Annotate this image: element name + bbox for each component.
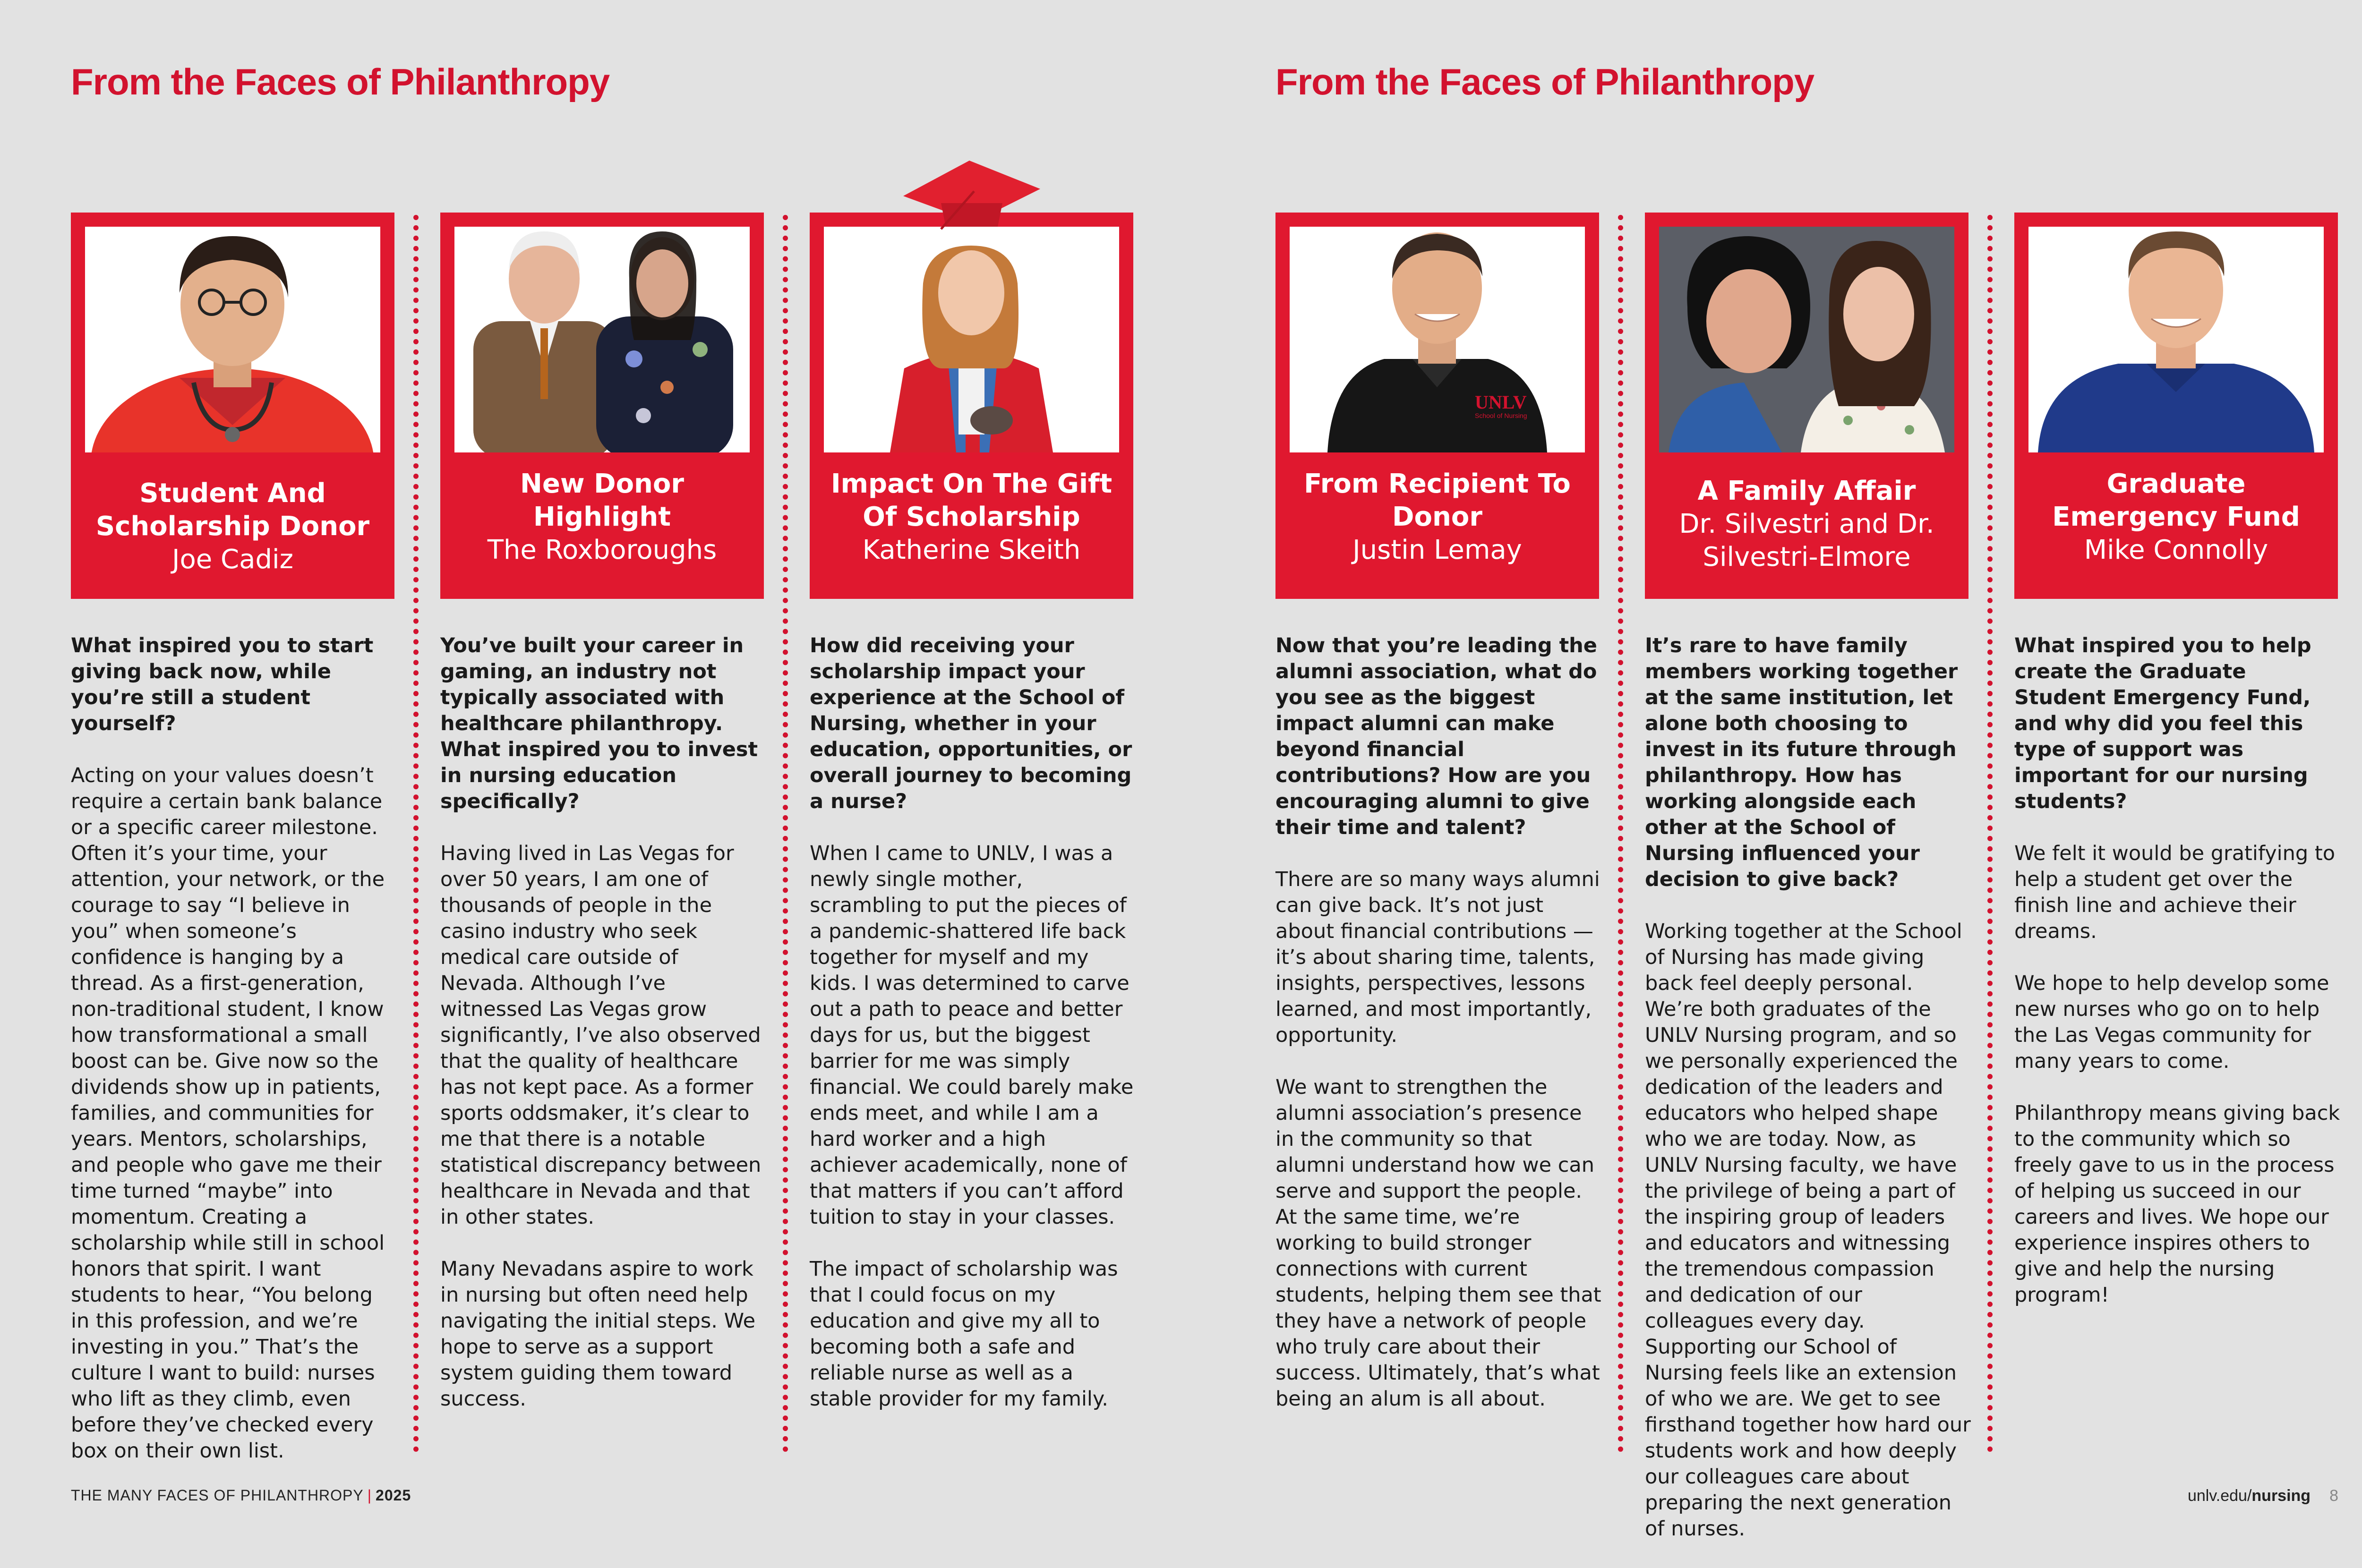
interview-answer: Having lived in Las Vegas for over 50 years, I am one of thousands of people in the casino industry who seek medical care outside of Nevada. Although I’ve witnessed Las Vegas grow significantly, I’ve also observed that the quality of healthcare has not kept pace. As a former sports oddsmaker, it’s clear to me that there is a notable statistical discrepancy between healthcare in Nevada and that in other states. bbox=[440, 842, 762, 1229]
profile-photo bbox=[85, 227, 380, 452]
column-divider bbox=[1987, 215, 1993, 1452]
profile-card bbox=[1275, 213, 1599, 670]
portrait-graduate-icon bbox=[824, 227, 1119, 452]
profile-name: Katherine Skeith bbox=[862, 535, 1081, 565]
portrait-unlv-polo-icon bbox=[1290, 227, 1585, 452]
profile-title: A Family Affair bbox=[1697, 476, 1916, 506]
column-divider bbox=[413, 215, 419, 1452]
profile-body-mike-connolly bbox=[2014, 633, 2340, 1334]
interview-question: It’s rare to have family members working together at the same institution, let alone both choosing to invest in its future through philanthropy. How has working alongside each other at the School of Nursing influenced your decision to give back? bbox=[1645, 634, 1958, 891]
shirt-logo-subtext: School of Nursing bbox=[1475, 412, 1527, 419]
profile-headline bbox=[80, 477, 385, 576]
portrait-nurse-stethoscope-icon bbox=[85, 227, 380, 452]
profile-name: The Roxboroughs bbox=[487, 535, 717, 565]
profile-body-silvestri bbox=[1645, 633, 1971, 1568]
profile-card bbox=[71, 213, 394, 670]
profile-photo bbox=[2028, 227, 2324, 452]
interview-answer: We want to strengthen the alumni association’s presence in the community so that alumni understand how we can serve and support the people. At the same time, we’re working to build stronger connections with current students, helping them see that they have a network of people who truly care about their success. Ultimately, that’s what being an alum is all about. bbox=[1275, 1075, 1601, 1411]
profile-name: Dr. Silvestri and Dr. Silvestri-Elmore bbox=[1679, 509, 1934, 572]
profile-headline bbox=[1654, 475, 1959, 574]
interview-question: What inspired you to start giving back now, while you’re still a student yourself? bbox=[71, 634, 374, 735]
portrait-blue-shirt-icon bbox=[2028, 227, 2324, 452]
interview-question: How did receiving your scholarship impact your experience at the School of Nursing, whether in your education, opportunities, or overall journey to becoming a nurse? bbox=[810, 634, 1132, 813]
profile-name: Justin Lemay bbox=[1352, 535, 1522, 565]
left-page-title: From the Faces of Philanthropy bbox=[71, 61, 610, 102]
shirt-logo-text: UNLV bbox=[1475, 392, 1527, 413]
profile-photo bbox=[824, 227, 1119, 452]
footer-url bbox=[2188, 1487, 2338, 1505]
column-divider bbox=[783, 215, 788, 1452]
profile-column-mike-connolly bbox=[2014, 142, 2338, 670]
profile-column-silvestri bbox=[1645, 142, 1968, 670]
publication-name: THE MANY FACES OF PHILANTHROPY bbox=[71, 1487, 364, 1504]
profile-photo bbox=[1290, 227, 1585, 452]
interview-answer: There are so many ways alumni can give back. It’s not just about financial contributions — it’s about sharing time, talents, insights, perspectives, lessons learned, and most importantly, opportunity. bbox=[1275, 868, 1600, 1047]
profile-card bbox=[1645, 213, 1968, 670]
profile-card bbox=[2014, 213, 2338, 670]
profile-headline bbox=[1285, 468, 1590, 567]
interview-answer: When I came to UNLV, I was a newly single mother, scrambling to put the pieces of a pandemic-shattered life back together for myself and my kids. I was determined to carve out a path to peace and better days for us, but the biggest barrier for me was simply financial. We could barely make ends meet, and while I am a hard worker and a high achiever academically, none of that matters if you can’t afford tuition to stay in your classes. bbox=[810, 842, 1134, 1229]
profile-column-justin-lemay bbox=[1275, 142, 1599, 670]
profile-headline bbox=[450, 468, 754, 567]
profile-photo bbox=[454, 227, 750, 452]
interview-answer: We hope to help develop some new nurses who go on to help the Las Vegas community for many years to come. bbox=[2014, 971, 2329, 1073]
profile-column-joe-cadiz bbox=[71, 142, 394, 670]
profile-title: New Donor Highlight bbox=[520, 469, 684, 532]
profile-column-katherine-skeith bbox=[810, 142, 1133, 670]
column-divider bbox=[1618, 215, 1623, 1452]
interview-answer: We felt it would be gratifying to help a student get over the finish line and achieve their dreams. bbox=[2014, 842, 2336, 943]
right-page-title: From the Faces of Philanthropy bbox=[1275, 61, 1814, 102]
profile-name: Joe Cadiz bbox=[172, 544, 293, 575]
page-number: 8 bbox=[2329, 1487, 2338, 1505]
profile-body-justin-lemay bbox=[1275, 633, 1601, 1438]
profile-name: Mike Connolly bbox=[2084, 535, 2268, 565]
footer-url-bold: nursing bbox=[2251, 1487, 2311, 1505]
interview-question: You’ve built your career in gaming, an industry not typically associated with healthcare philanthropy. What inspired you to invest in nursing education specifically? bbox=[440, 634, 758, 813]
footer-separator: | bbox=[367, 1487, 372, 1504]
footer-publication bbox=[71, 1487, 411, 1504]
profile-card bbox=[440, 213, 764, 670]
interview-answer: Many Nevadans aspire to work in nursing but often need help navigating the initial steps. We hope to serve as a support system guiding them toward success. bbox=[440, 1257, 756, 1411]
profile-body-joe-cadiz bbox=[71, 633, 397, 1490]
interview-question: What inspired you to help create the Graduate Student Emergency Fund, and why did you feel this type of support was important for our nursing students? bbox=[2014, 634, 2311, 813]
profile-headline bbox=[819, 468, 1124, 567]
profile-body-roxboroughs bbox=[440, 633, 766, 1438]
profile-photo bbox=[1659, 227, 1954, 452]
interview-question: Now that you’re leading the alumni association, what do you see as the biggest impact alumni can make beyond financial contributions? How are you encouraging alumni to give their time and talent? bbox=[1275, 634, 1597, 839]
graduation-cap-icon bbox=[899, 151, 1045, 231]
interview-answer: Working together at the School of Nursing has made giving back feel deeply personal. We’re both graduates of the UNLV Nursing program, and so we personally experienced the dedication of the leaders and educators who helped shape who we are today. Now, as UNLV Nursing faculty, we have the privilege of being a part of the inspiring group of leaders and educators and witnessing the tremendous compassion and dedication of our colleagues every day. Supporting our School of Nursing feels like an extension of who we are. We get to see firsthand together how hard our students work and how deeply our colleagues care about preparing the next generation of nurses. bbox=[1645, 920, 1971, 1541]
interview-answer: Philanthropy means giving back to the community which so freely gave to us in the process of helping us succeed in our careers and lives. We hope our experience inspires others to give and help the nursing program! bbox=[2014, 1101, 2340, 1307]
profile-title: Impact On The Gift Of Scholarship bbox=[830, 469, 1113, 532]
publication-year: 2025 bbox=[376, 1487, 411, 1504]
portrait-couple-icon bbox=[454, 227, 750, 452]
footer-url-prefix: unlv.edu/ bbox=[2187, 1487, 2252, 1505]
interview-answer: Acting on your values doesn’t require a certain bank balance or a specific career milestone. Often it’s your time, your attention, your network, or the courage to say “I believe in you” when someone’s confidence is hanging by a thread. As a first-generation, non-traditional student, I know how transformational a small boost can be. Give now so the dividends show up in patients, families, and communities for years. Mentors, scholarships, and people who gave me their time turned “maybe” into momentum. Creating a scholarship while still in school honors that spirit. I want students to hear, “You belong in this profession, and we’re investing in you.” That’s the culture I want to build: nurses who lift as they climb, even before they’ve checked every box on their own list. bbox=[71, 764, 385, 1463]
profile-column-roxboroughs bbox=[440, 142, 764, 670]
profile-card bbox=[810, 213, 1133, 670]
profile-title: Student And Scholarship Donor bbox=[95, 478, 370, 542]
profile-body-katherine-skeith bbox=[810, 633, 1136, 1438]
portrait-mother-daughter-icon bbox=[1659, 227, 1954, 452]
profile-title: From Recipient To Donor bbox=[1304, 469, 1571, 532]
profile-title: Graduate Emergency Fund bbox=[2052, 469, 2300, 532]
profile-headline bbox=[2024, 468, 2328, 567]
interview-answer: The impact of scholarship was that I could focus on my education and give my all to becoming both a safe and reliable nurse as well as a stable provider for my family. bbox=[810, 1257, 1118, 1411]
